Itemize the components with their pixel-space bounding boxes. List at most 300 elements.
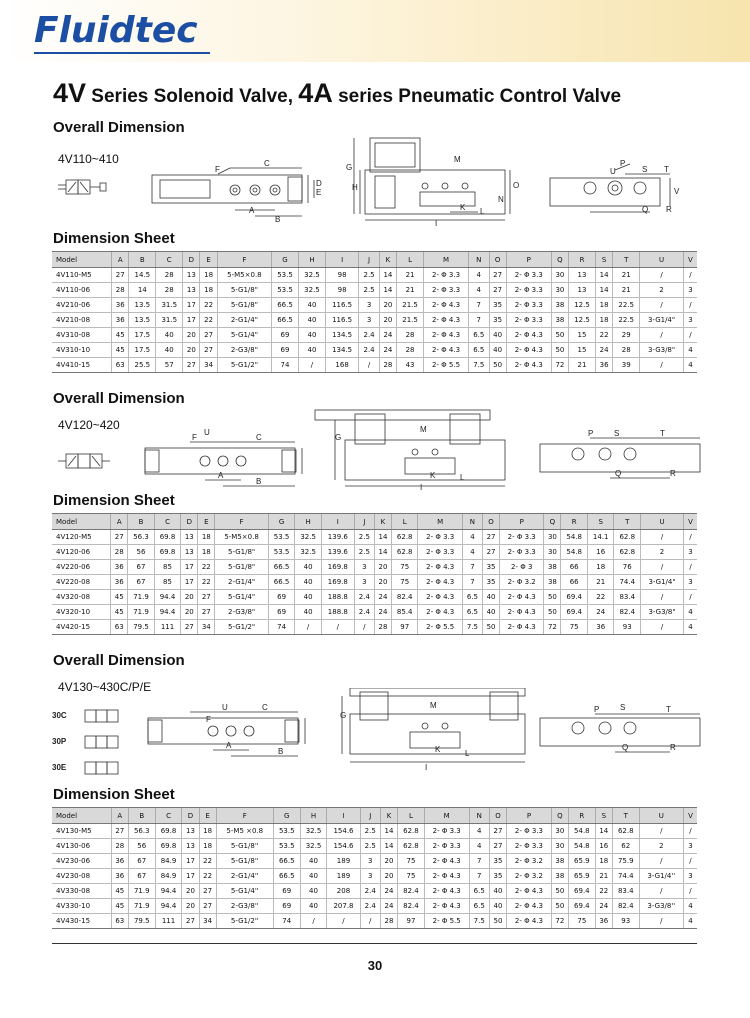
dimension-sheet-title-2: Dimension Sheet: [53, 492, 175, 509]
dimension-cell: 27: [200, 328, 217, 343]
dimension-cell: 62.8: [614, 545, 641, 560]
dimension-cell: 84.9: [155, 854, 182, 869]
dimension-cell: 4: [684, 620, 697, 635]
dimension-cell: 66: [561, 560, 588, 575]
label-q: Q: [642, 205, 649, 214]
model-cell: 4V210-08: [52, 313, 112, 328]
dimension-cell: 3: [684, 545, 697, 560]
dimension-cell: 22: [199, 854, 216, 869]
column-header: E: [198, 514, 215, 530]
dimension-cell: /: [295, 620, 322, 635]
dimension-cell: /: [684, 530, 697, 545]
label-i-2: I: [420, 483, 423, 492]
dimension-cell: 2- Φ 5.5: [418, 620, 462, 635]
dimension-cell: 63: [112, 358, 129, 373]
dimension-cell: /: [641, 590, 684, 605]
dimension-cell: 188.8: [321, 590, 354, 605]
dimension-cell: 17.5: [129, 343, 156, 358]
dimension-cell: 14: [379, 283, 396, 298]
dimension-cell: 98: [325, 268, 358, 283]
dimension-cell: 2.4: [354, 590, 374, 605]
dimension-cell: 3-G3/8'': [639, 899, 683, 914]
symbol-label-30p: 30P: [52, 737, 67, 746]
column-header: Model: [52, 514, 111, 530]
table-row: [52, 914, 697, 929]
dimension-cell: 3-G3/8": [641, 605, 684, 620]
column-header: T: [612, 808, 639, 824]
dimension-cell: 2- Φ 3.3: [424, 268, 469, 283]
dimension-cell: 82.4: [391, 590, 418, 605]
label-r: R: [666, 205, 672, 214]
label-s-2: S: [614, 429, 620, 438]
dimension-cell: 2- Φ 3.3: [418, 530, 462, 545]
column-header: H: [295, 514, 322, 530]
dimension-cell: 2: [641, 545, 684, 560]
dimension-cell: 35: [489, 869, 506, 884]
dimension-cell: 18: [199, 824, 216, 839]
dimension-cell: 27: [489, 268, 506, 283]
dimension-cell: 13: [182, 839, 199, 854]
dimension-cell: 67: [128, 575, 155, 590]
label-n: N: [498, 195, 504, 204]
dimension-cell: 134.5: [325, 343, 358, 358]
dimension-cell: 207.8: [327, 899, 360, 914]
dimension-cell: 22: [587, 590, 614, 605]
column-header: D: [183, 252, 200, 268]
dimension-cell: 2- Φ 4.3: [424, 328, 469, 343]
dimension-cell: 40: [300, 899, 327, 914]
dimension-cell: 66.5: [273, 854, 300, 869]
dimension-sheet-title-1: Dimension Sheet: [53, 230, 175, 247]
dimension-cell: 69.8: [155, 824, 182, 839]
dimension-cell: /: [683, 824, 697, 839]
table-row: [52, 884, 697, 899]
overall-dimension-title-1: Overall Dimension: [53, 119, 185, 136]
dimension-cell: 28: [397, 343, 424, 358]
dimension-cell: 2- Φ 3.3: [424, 839, 469, 854]
dimension-cell: 74.4: [612, 869, 639, 884]
dimension-cell: 40: [489, 328, 506, 343]
dimension-cell: 208: [327, 884, 360, 899]
dimension-cell: 75: [391, 560, 418, 575]
dimension-cell: 27: [198, 590, 215, 605]
dimension-cell: 2-G3/8": [215, 605, 269, 620]
label-o: O: [513, 181, 520, 190]
dimension-cell: 62: [612, 839, 639, 854]
dimension-cell: 22: [198, 575, 215, 590]
column-header: I: [321, 514, 354, 530]
dimension-cell: 27: [489, 824, 506, 839]
dimension-cell: 27: [483, 530, 500, 545]
model-cell: 4V130-06: [52, 839, 111, 854]
label-g-2: G: [335, 433, 342, 442]
dimension-cell: 22.5: [613, 313, 640, 328]
label-d: D: [316, 179, 322, 188]
dimension-cell: 36: [587, 620, 614, 635]
model-cell: 4V410-15: [52, 358, 112, 373]
label-e: E: [316, 188, 322, 197]
model-cell: 4V130-M5: [52, 824, 111, 839]
dimension-cell: 75.9: [612, 854, 639, 869]
label-c-3: C: [262, 703, 268, 712]
dimension-cell: 40: [489, 899, 506, 914]
dimension-cell: 40: [298, 313, 325, 328]
overall-dimension-title-3: Overall Dimension: [53, 652, 185, 669]
dimension-cell: 21: [587, 575, 614, 590]
dimension-cell: 27: [112, 268, 129, 283]
dimension-cell: 24: [587, 605, 614, 620]
dimension-cell: 94.4: [154, 605, 181, 620]
model-cell: 4V330-10: [52, 899, 111, 914]
dimension-cell: 50: [551, 343, 568, 358]
dimension-cell: 22: [200, 313, 217, 328]
dimension-cell: 56: [128, 545, 155, 560]
dimension-cell: 2- Φ 4.3: [424, 298, 469, 313]
dimension-cell: 65.9: [568, 854, 595, 869]
dimension-cell: 154.6: [327, 824, 360, 839]
label-i: I: [435, 219, 438, 228]
dimension-cell: 93: [614, 620, 641, 635]
dimension-cell: 27: [181, 620, 198, 635]
dimension-cell: 18: [200, 268, 217, 283]
dimension-cell: 63: [111, 914, 128, 929]
dimension-cell: 3-G1/4": [640, 313, 684, 328]
dimension-cell: 40: [156, 343, 183, 358]
dimension-cell: 111: [154, 620, 181, 635]
dimension-cell: /: [321, 620, 354, 635]
dimension-cell: 27: [489, 283, 506, 298]
label-u: U: [610, 167, 616, 176]
column-header: M: [418, 514, 462, 530]
dimension-cell: 2- Φ 4.3: [506, 358, 551, 373]
dimension-cell: 74: [273, 914, 300, 929]
dimension-cell: 53.5: [273, 839, 300, 854]
dimension-cell: 6.5: [469, 343, 489, 358]
dimension-cell: 2.5: [354, 530, 374, 545]
dimension-cell: 5-M5×0.8: [217, 268, 271, 283]
table-row: [52, 343, 697, 358]
dimension-cell: 5-M5×0.8: [215, 530, 269, 545]
dimension-cell: 14.5: [129, 268, 156, 283]
dimension-cell: 40: [300, 884, 327, 899]
dimension-cell: 134.5: [325, 328, 358, 343]
symbol-label-30c: 30C: [52, 711, 67, 720]
dimension-cell: 82.4: [398, 884, 425, 899]
label-a-2: A: [218, 471, 224, 480]
dimension-cell: 27: [182, 914, 199, 929]
dimension-cell: 66.5: [268, 560, 295, 575]
dimension-cell: 17: [182, 854, 199, 869]
label-k-3: K: [435, 745, 441, 754]
dimension-cell: 2- Φ 4.3: [507, 884, 552, 899]
dimension-cell: 21.5: [397, 313, 424, 328]
table-row: [52, 605, 697, 620]
dimension-cell: /: [300, 914, 327, 929]
dimension-cell: 12.5: [569, 313, 596, 328]
dimension-cell: 27: [199, 899, 216, 914]
table-header-row: [52, 514, 697, 530]
front-view-3: [340, 688, 525, 772]
table-row: [52, 313, 697, 328]
dimension-cell: /: [639, 824, 683, 839]
dimension-cell: /: [684, 590, 697, 605]
dimension-cell: 35: [489, 298, 506, 313]
column-header: S: [595, 252, 612, 268]
table-row: [52, 590, 697, 605]
dimension-cell: 7: [469, 854, 489, 869]
dimension-cell: 74: [268, 620, 295, 635]
dimension-cell: 67: [128, 560, 155, 575]
label-i-3: I: [425, 763, 428, 772]
label-l-2: L: [460, 473, 465, 482]
dimension-cell: 2-G3/8": [217, 343, 271, 358]
dimension-cell: 50: [544, 605, 561, 620]
dimension-cell: 56: [128, 839, 155, 854]
column-header: B: [128, 514, 155, 530]
dimension-cell: 38: [544, 575, 561, 590]
side-view-1: [152, 159, 322, 224]
dimension-cell: 40: [295, 575, 322, 590]
dimension-cell: /: [684, 560, 697, 575]
model-cell: 4V320-08: [52, 590, 111, 605]
dimension-cell: /: [640, 268, 684, 283]
dimension-cell: 27: [183, 358, 200, 373]
dimension-cell: /: [640, 328, 684, 343]
dimension-cell: 2- Φ 4.3: [506, 343, 551, 358]
dimension-cell: 36: [111, 560, 128, 575]
dimension-cell: 4: [469, 283, 489, 298]
dimension-cell: 6.5: [462, 590, 482, 605]
dimension-cell: 22.5: [613, 298, 640, 313]
column-header: G: [268, 514, 295, 530]
dimension-cell: 2- Φ 4.3: [418, 575, 462, 590]
dimension-cell: 13.5: [129, 298, 156, 313]
dimension-cell: 7: [469, 313, 489, 328]
dimension-cell: 50: [551, 899, 568, 914]
dimension-cell: 75: [391, 575, 418, 590]
dimension-cell: 30: [551, 824, 568, 839]
dimension-cell: 27: [489, 839, 506, 854]
end-view-1: [550, 159, 680, 214]
column-header: G: [273, 808, 300, 824]
valve-symbol-1: [58, 180, 106, 194]
dimension-cell: 29: [613, 328, 640, 343]
dimension-cell: 6.5: [469, 884, 489, 899]
dimension-cell: 45: [111, 605, 128, 620]
table-row: [52, 545, 697, 560]
dimension-cell: 4: [683, 358, 697, 373]
dimension-cell: 17: [183, 298, 200, 313]
model-cell: 4V230-06: [52, 854, 111, 869]
dimension-cell: 4: [469, 839, 489, 854]
dimension-cell: 5-G1/2": [215, 620, 269, 635]
column-header: L: [391, 514, 418, 530]
dimension-cell: 34: [200, 358, 217, 373]
dimension-cell: 5-G1/8": [217, 283, 271, 298]
dimension-cell: 30: [544, 530, 561, 545]
column-header: I: [327, 808, 360, 824]
dimension-cell: 30: [551, 268, 568, 283]
label-g: G: [346, 163, 353, 172]
dimension-cell: 22: [595, 884, 612, 899]
dimension-cell: 4: [469, 824, 489, 839]
dimension-table-1: [52, 251, 697, 373]
dimension-cell: 66.5: [272, 313, 299, 328]
dimension-cell: 45: [111, 899, 128, 914]
dimension-cell: /: [683, 328, 697, 343]
label-v: V: [674, 187, 680, 196]
dimension-cell: 40: [298, 328, 325, 343]
dimension-cell: 4: [683, 343, 697, 358]
dimension-cell: 3: [360, 854, 380, 869]
dimension-cell: 75: [561, 620, 588, 635]
dimension-cell: 69: [273, 884, 300, 899]
dimension-cell: 38: [544, 560, 561, 575]
dimension-cell: 36: [112, 313, 129, 328]
dimension-cell: 2- Φ 3.3: [500, 530, 544, 545]
label-k: K: [460, 203, 466, 212]
dimension-cell: 24: [380, 899, 397, 914]
column-header: B: [128, 808, 155, 824]
table-row: [52, 839, 697, 854]
headline-text-1: Series Solenoid Valve,: [86, 86, 299, 107]
dimension-cell: 20: [182, 884, 199, 899]
label-a: A: [249, 206, 255, 215]
dimension-cell: 18: [595, 854, 612, 869]
dimension-cell: 40: [295, 560, 322, 575]
dimension-cell: 4: [683, 914, 697, 929]
label-a-3: A: [226, 741, 232, 750]
dimension-cell: 7.5: [469, 914, 489, 929]
model-cell: 4V110-06: [52, 283, 112, 298]
dimension-cell: 62.8: [612, 824, 639, 839]
dimension-cell: 27: [111, 824, 128, 839]
dimension-cell: /: [640, 298, 684, 313]
dimension-cell: 71.9: [128, 605, 155, 620]
model-cell: 4V310-10: [52, 343, 112, 358]
dimension-cell: 66.5: [272, 298, 299, 313]
dimension-cell: 4: [683, 899, 697, 914]
dimension-cell: 28: [380, 914, 397, 929]
dimension-cell: 3: [354, 575, 374, 590]
dimension-cell: 2- Φ 4.3: [424, 869, 469, 884]
column-header: K: [374, 514, 391, 530]
dimension-cell: 98: [325, 283, 358, 298]
dimension-cell: 54.8: [568, 824, 595, 839]
dimension-cell: 28: [111, 545, 128, 560]
dimension-cell: /: [683, 298, 697, 313]
dimension-cell: 5-G1/8'': [216, 839, 273, 854]
column-header: Q: [544, 514, 561, 530]
dimension-cell: /: [683, 884, 697, 899]
column-header: J: [359, 252, 379, 268]
column-header: P: [506, 252, 551, 268]
dimension-cell: 2- Φ 4.3: [500, 620, 544, 635]
column-header: C: [156, 252, 183, 268]
model-cell: 4V210-06: [52, 298, 112, 313]
dimension-cell: /: [354, 620, 374, 635]
drawing-4v120: [30, 400, 730, 492]
dimension-cell: 2- Φ 4.3: [418, 590, 462, 605]
label-f-2: F: [192, 433, 197, 442]
column-header: V: [684, 514, 697, 530]
dimension-cell: 69.8: [154, 545, 181, 560]
dimension-cell: 54.8: [561, 545, 588, 560]
range-label-1: 4V110~410: [58, 152, 119, 166]
column-header: V: [683, 808, 697, 824]
dimension-cell: 2- Φ 4.3: [418, 560, 462, 575]
dimension-cell: 6.5: [469, 899, 489, 914]
model-cell: 4V310-08: [52, 328, 112, 343]
dimension-cell: 85: [154, 575, 181, 590]
dimension-cell: 2- Φ 5.5: [424, 914, 469, 929]
range-label-2: 4V120~420: [58, 418, 120, 432]
column-header: C: [154, 514, 181, 530]
dimension-cell: 94.4: [155, 899, 182, 914]
column-header: K: [380, 808, 397, 824]
dimension-cell: 40: [483, 590, 500, 605]
dimension-cell: 56.3: [128, 530, 155, 545]
dimension-cell: 4: [684, 605, 697, 620]
dimension-sheet-title-3: Dimension Sheet: [53, 786, 175, 803]
dimension-cell: 31.5: [156, 313, 183, 328]
dimension-cell: 97: [398, 914, 425, 929]
dimension-cell: 2- Φ 3.3: [507, 839, 552, 854]
dimension-cell: 2.5: [359, 283, 379, 298]
dimension-cell: 82.4: [612, 899, 639, 914]
model-cell: 4V320-10: [52, 605, 111, 620]
column-header: R: [561, 514, 588, 530]
dimension-cell: 50: [544, 590, 561, 605]
dimension-cell: 62.8: [391, 530, 418, 545]
dimension-cell: 34: [198, 620, 215, 635]
dimension-cell: 7: [469, 869, 489, 884]
label-t-2: T: [660, 429, 665, 438]
column-header: I: [325, 252, 358, 268]
dimension-cell: 32.5: [300, 824, 327, 839]
headline-text-2: series Pneumatic Control Valve: [332, 86, 622, 107]
dimension-cell: 28: [156, 268, 183, 283]
dimension-cell: 2-G1/4": [215, 575, 269, 590]
dimension-cell: 69.8: [154, 530, 181, 545]
column-header: M: [424, 252, 469, 268]
range-label-3: 4V130~430C/P/E: [58, 680, 152, 694]
dimension-cell: 5-G1/8": [217, 298, 271, 313]
dimension-cell: 36: [595, 914, 612, 929]
dimension-cell: 13: [181, 530, 198, 545]
dimension-cell: 31.5: [156, 298, 183, 313]
dimension-cell: 169.8: [321, 560, 354, 575]
dimension-cell: 13: [181, 545, 198, 560]
dimension-cell: 32.5: [298, 268, 325, 283]
dimension-cell: 2.4: [360, 884, 380, 899]
dimension-cell: 13: [183, 268, 200, 283]
dimension-cell: 2-G3/8'': [216, 899, 273, 914]
overall-dimension-title-2: Overall Dimension: [53, 390, 185, 407]
column-header: L: [397, 252, 424, 268]
dimension-cell: 14: [595, 268, 612, 283]
dimension-cell: 20: [181, 605, 198, 620]
column-header: T: [614, 514, 641, 530]
column-header: A: [112, 252, 129, 268]
dimension-cell: 18: [200, 283, 217, 298]
headline-4v: 4V: [53, 78, 87, 108]
column-header: M: [424, 808, 469, 824]
dimension-cell: 24: [374, 590, 391, 605]
dimension-cell: 40: [300, 854, 327, 869]
dimension-cell: 14: [380, 824, 397, 839]
footer-divider: [52, 943, 697, 944]
